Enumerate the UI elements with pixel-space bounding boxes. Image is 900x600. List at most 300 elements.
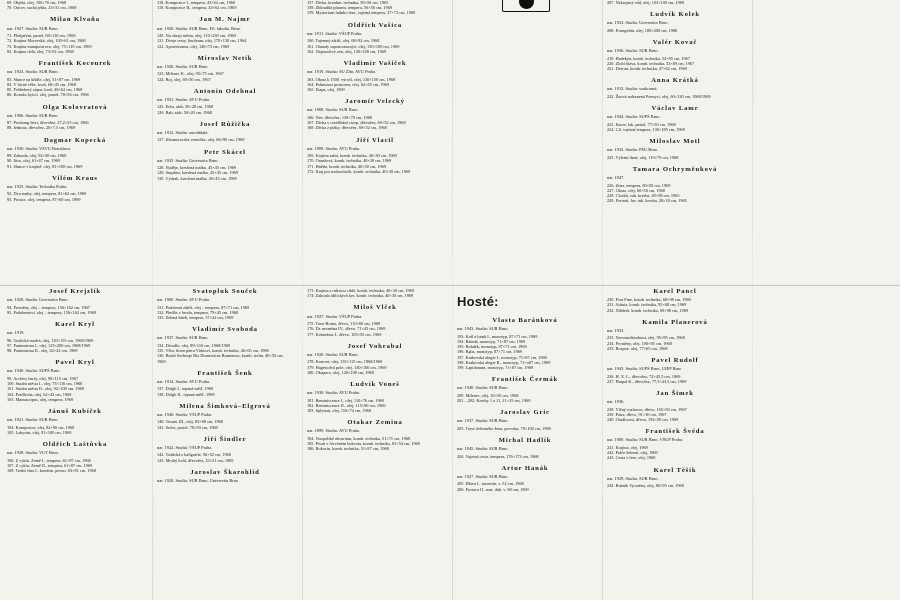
work-item: 234. Proměny, olej, 100×85 cm, 1968 (607, 340, 672, 346)
artist-bio: nar. 1945. Studia: SUR Brno. (457, 446, 509, 452)
artist-name: Miloslav Motl (649, 138, 701, 146)
artist-bio: nar. 1937. Studia: SUR Brno. (157, 335, 209, 341)
artist-name: Karel Kryl (55, 321, 95, 329)
works-list (7, 120, 143, 130)
work-item: 219. Hadekýn, komb. technika, 54×95 cm, 1967 (607, 55, 690, 61)
work-item: 162. Nepraodivý zen, olej, 130×100 cm, 1969 (307, 48, 387, 54)
catalog-entry (307, 137, 443, 175)
artist-bio: nar. 1914. Studia: AVU Praha. (157, 378, 210, 384)
work-item: 131. Podzimní zátiší, olej – tempera, 87×71 cm, 1969 (157, 304, 250, 310)
work-item: 71. Předjaření, pastel, 60×110 cm, 1969 (7, 33, 76, 39)
works-list (7, 191, 143, 201)
work-item: 166. Nee, dřevořez, 130×70 cm, 1968 (307, 114, 373, 120)
artist-name: Petr Skácel (204, 148, 246, 156)
artist-bio: nar. 1908. Studia: SUR Brno. (307, 107, 359, 113)
artist-name: Otakar Zemina (347, 419, 403, 427)
work-item: 177. Kolumbus I., dřevo, 105×55 cm, 1969 (307, 331, 382, 337)
artist-name: Olga Kolovratová (42, 103, 108, 111)
work-item: 160. Tajemný zátiší, olej, 68×92 cm, 1968 (307, 38, 380, 44)
work-item: 178. Koncert, olej, 135×115 cm, 1968/1969 (307, 359, 383, 365)
artist-bio: nar. 1908. Studia: AVU Praha. (307, 145, 360, 151)
artist-bio: nar. 1936. Studia: SUR Brno. (607, 48, 659, 54)
work-item: 183. Splynuti, olej, 116×74 cm, 1968 (307, 408, 371, 414)
catalog-entry (307, 98, 443, 130)
work-item: 92. Dva snahy, olej, tempera, 81×62 cm, 1969 (7, 191, 87, 197)
work-item: 241. Krajina, olej, 1969 (607, 444, 648, 450)
catalog-column-4-lower (450, 288, 600, 498)
artist-bio: nar. 1943. Studia: SUPŠ Brno. (607, 114, 661, 120)
work-item: 204. Vajetná cesta, tempera, 176×173 cm, 1968 (457, 453, 539, 459)
work-item: 173. Krajina s rašistou ciklé, komb. technika, 40×30 cm, 1969 (307, 288, 414, 293)
artist-name: Pavel Kryl (55, 359, 95, 367)
artist-name: Valér Kovač (652, 39, 698, 47)
artist-bio: nar. 1937. Studia: SUR Brno. (457, 418, 509, 424)
works-list (307, 115, 443, 131)
artist-bio: nar. 1936. (607, 399, 625, 405)
work-item: 201. –202. Kresby 1 a 11, 21×15 cm, 1969 (457, 398, 531, 404)
artist-name: František Čermák (491, 376, 559, 384)
work-item: 169. Krajina zahit, komb. technika, 40×30 cm, 1969 (307, 153, 397, 159)
works-list (607, 56, 743, 72)
catalog-entry (607, 105, 743, 132)
work-item: 164. Pohnutost prostoren, olej, 62×45 cm, 1969 (307, 81, 389, 87)
artist-bio: nar. 1922. Studia: VŠUP Praha. (157, 444, 213, 450)
artist-name: Antonín Odehnal (193, 87, 257, 95)
artist-bio: nar. 1912. Studia: autodidakt. (157, 129, 209, 135)
works-list (457, 481, 593, 491)
artist-bio: nar. 1920. Studia: SUR Brno. (157, 63, 209, 69)
artist-name: Václav Lamr (651, 105, 699, 113)
work-item: 103. Manuscripus, olej, tempera, 1969 (7, 396, 74, 402)
work-item: 235. Rozpoe, olej, 77×65 cm, 1968 (607, 345, 668, 351)
work-item: 196. Bąba, monotyp, 87×71 cm, 1969 (457, 349, 523, 355)
works-list (7, 77, 143, 98)
work-item: 105. Labyrint, olej, 81×100 cm, 1969 (7, 429, 72, 435)
artist-bio: nar. 1927. Studia: SUR Brno. (457, 473, 509, 479)
work-item: 242. Práče železní, olej, 1969 (607, 450, 658, 456)
artist-name: František Kocourek (38, 59, 112, 67)
artist-name: Vladimír Vašíček (343, 59, 407, 67)
work-item: 240. Oradlorost, dřevo, 192×50 cm, 1969 (607, 417, 679, 423)
works-list (607, 445, 743, 461)
work-item: 69. Objekt, olej, 100×70 cm, 1968 (7, 0, 67, 5)
works-list (157, 104, 293, 114)
artist-bio: nar. 1920. Studia: SUR Brno, Univerzita Brno. (157, 478, 240, 484)
artist-name: Jánuš Kubíček (48, 408, 102, 416)
catalog-entry (607, 357, 743, 384)
catalog-entry (607, 467, 743, 489)
catalog-entry (7, 60, 143, 98)
catalog-column-3 (300, 0, 450, 210)
artist-name: František Švéda (645, 428, 705, 436)
work-item: 94. Proměny, olej – tempera, 156×162 cm, 1967 (7, 304, 90, 310)
artist-name: Jaromír Velecký (345, 98, 405, 106)
works-list (307, 153, 443, 174)
work-item: 186. Rokosin, komb. technika, 51×87 cm, 1968 (307, 446, 389, 452)
catalog-entry (7, 175, 143, 202)
work-item: 122. Apoteózanou, olej, 140×73 cm, 1969 (157, 43, 230, 49)
works-list (7, 305, 143, 315)
catalog-entry (7, 104, 143, 131)
work-item: 229. Portrait, lav. tuh. kresba, 28×18 cm, 1965 (607, 198, 687, 204)
works-list (607, 374, 743, 384)
artist-bio: nar. 1943. Studia: SUR Brno. (457, 326, 509, 332)
artist-bio: nar. 1940. Studia: VŠUP Praha. (157, 411, 213, 417)
catalog-entry (457, 437, 593, 459)
artist-bio: nar. 1900. Studia: SUR Brno, VŠUP Praha. (607, 437, 683, 443)
artist-bio: nar. 1923. Studia: SUR Brno. (7, 69, 59, 75)
catalog-entry (7, 288, 143, 315)
work-item: 230. Fear Fine, komb. technika, 68×98 cm, 1969 (607, 297, 691, 303)
artist-name: Ludvík Voneš (350, 381, 400, 389)
work-item: 157. Dívka, kombin. technika, 50×50 cm, 1965 (307, 0, 389, 5)
work-item: 158. Zbloudilá planeta, tempera, 56×50 cm, 1969 (307, 5, 392, 11)
work-item: 238. Vlčný rozhovor, dřevo, 165×50 cm, 1967 (607, 406, 687, 412)
work-item: 233. Novoumřímdnost, olej, 95×85 cm, 1968 (607, 335, 685, 341)
works-list (607, 28, 743, 33)
works-list (7, 338, 143, 354)
catalog-column-1 (0, 0, 150, 210)
artist-bio: nar. 1911. Studia: VŠUP Praha. (307, 30, 363, 36)
catalog-entry (607, 77, 743, 99)
work-item: 224. Cil, vajetná tempera, 130×185 cm, 1969 (607, 126, 685, 132)
work-item: 165. Etapa, olej, 1969 (307, 87, 345, 93)
work-item: 132. Předlis v brodu, tempera, 79×45 cm, 1968 (157, 309, 239, 315)
works-list (607, 94, 743, 99)
catalog-entry (307, 304, 443, 336)
work-item: 107. Z cyklu: Země II., tempera, 61×87 cm, 1969 (7, 462, 93, 468)
work-item: 195. Bohdek, monotyp, 87×71 cm, 1969 (457, 344, 527, 350)
work-item: 220. Zlobí hlava, komb. technika, 33×69 cm, 1967 (607, 60, 695, 66)
section-heading-hoste: Hosté: (457, 294, 499, 309)
work-item: 134. Divadlo, olej, 89×116 cm, 1968/1969 (157, 342, 231, 348)
works-list (457, 334, 593, 371)
work-item: 120. Na okraji města, olej, 110×230 cm, 1969 (157, 33, 236, 39)
work-item: 181. Reminiscence I., olej, 110×76 cm, 1969 (307, 397, 385, 403)
catalog-column-4 (450, 0, 600, 210)
works-list (157, 305, 293, 321)
artist-bio: nar. 1928. Studia: VUT Brno. (7, 450, 59, 456)
catalog-entry (7, 321, 143, 353)
work-item: 70. Ostrov, suchá jehla, 23×31 cm, 1968 (7, 5, 77, 11)
works-list (157, 419, 293, 429)
work-item: 86. Kousko kyticí, olej, pastel, 70×56 cm, 1968 (7, 92, 89, 98)
work-item: 126. Bab, sádr, 50×20 cm, 1968 (157, 109, 212, 115)
work-item: 236. H. X. L., dřevořez, 72×45,5 cm, 1969 (607, 373, 681, 379)
catalog-entry (307, 22, 443, 54)
artist-bio: nar. 1900. Studia: AVU Praha. (157, 297, 210, 303)
works-list (607, 407, 743, 423)
artist-bio: nar. 1906. Studia: SUR Brno. (7, 112, 59, 118)
catalog-entry (157, 370, 293, 397)
band-divider (0, 285, 900, 286)
artist-name: Dagmar Kopecká (43, 136, 107, 144)
catalog-entry (607, 390, 743, 422)
works-list (7, 458, 143, 474)
work-item: 170. Oranžová, komb. technika, 40×30 cm, 1969 (307, 158, 392, 164)
catalog-entry (7, 408, 143, 435)
artist-bio: nar. 1932. Studia: PŠU Brno. (607, 147, 659, 153)
work-item: 159. Mysterium ludnho lesu, vajetná tempera, 37×73 cm, 1969 (307, 10, 416, 16)
artist-name: Ludvík Kolek (650, 11, 700, 19)
artist-name: Jan Šimek (656, 390, 694, 398)
work-item: 100. Studni města I., olej, 73×116 cm, 1968 (7, 381, 83, 387)
catalog-column-6-lower (750, 288, 900, 498)
work-item: 88. Jednota, dřevořez, 20×7,5 cm, 1969 (7, 125, 76, 131)
catalog-entry (607, 0, 743, 5)
work-item: 221. Detvan, komb. technika, 47×62 cm, 1969 (607, 66, 687, 72)
work-item: 128. Naděje, kreslená malba, 45×45 cm, 1969 (157, 165, 237, 171)
works-list (457, 426, 593, 431)
work-item: 237. Harpal K., dřevořez, 77,5×43,5 cm, 1969 (607, 378, 687, 384)
work-item: 124. Boj, olej, 80×50 cm, 1967 (157, 76, 211, 82)
work-item: 127. Jihomoravská vesnička, olej, 66×90 cm, 1969 (157, 137, 245, 143)
work-item: 72. Krajina Moravská, olej, 100×61 cm, 1968 (7, 38, 86, 44)
artist-bio: nar. 1933. Studia: Univerzita Brno. (607, 20, 669, 26)
work-item: 184. Naopolské akvarium, komb. technika, 51×71 cm, 1968 (307, 435, 411, 441)
catalog-entry (157, 326, 293, 364)
catalog-entry (157, 469, 293, 484)
work-item: 104. Kompozice, olej, 82×90 cm, 1968 (7, 424, 75, 430)
work-item: 232. Nábřeži, komb. technika, 69×98 cm, 1969 (607, 307, 689, 313)
work-item: 161. Oáundy sapomonozajvi, olej, 130×100 cm, 1969 (307, 43, 400, 49)
works-list (307, 77, 443, 93)
works-list (7, 425, 143, 435)
artist-bio: nar. 1947. (607, 175, 625, 181)
artist-name: Artur Hanák (501, 464, 549, 472)
work-item: 91. Slunce v krajině, olej, 81×100 cm, 1969 (7, 163, 83, 169)
artist-bio: nar. 1933. (607, 327, 625, 333)
artist-name: Karel Pancl (653, 288, 697, 295)
work-item: 182. Reminiscence II., olej, 115×90 cm, 1969 (307, 402, 386, 408)
work-item: 194. Balada, monotyp, 71×87 cm, 1969 (457, 338, 526, 344)
work-item: 136. Brash Aerbeoje Ria Domesticus Brunensru, komb. techn. 40×50 cm, 1969 (157, 353, 284, 364)
works-list (607, 335, 743, 351)
catalog-entry (457, 376, 593, 403)
artist-name: Milena Šimková–Elgrová (179, 402, 271, 410)
works-list (157, 71, 293, 81)
catalog-entry (7, 0, 143, 10)
artist-name: Vladimír Svoboda (192, 326, 258, 334)
artist-bio: nar. 1925. Studia: Technika Praha. (7, 183, 68, 189)
catalog-entry (457, 409, 593, 431)
artist-name: Jiří Šindler (203, 435, 247, 443)
work-item: 231. Adasia, komb. technika, 95×68 cm, 1969 (607, 302, 687, 308)
work-item: 226. Zena, tempera, 80×50 cm, 1969 (607, 182, 671, 188)
catalog-entry (157, 55, 293, 82)
work-item: 243. Cesta v lese, olej, 1968 (607, 455, 656, 461)
upper-band (0, 0, 900, 284)
work-item: 129. Stupňen, kreslená malba, 45×45 cm, 1969 (157, 170, 238, 176)
artist-name: Miroslav Netík (197, 54, 253, 62)
medal-vignette-center (457, 0, 593, 22)
work-item: 168. Dívka z ptáky, dřevořez, 69×52 cm, 1968 (307, 125, 387, 131)
artist-name: Svatopluk Souček (192, 288, 258, 295)
work-item: 135. Věra, litem pártu Vídnoví, komb. technika, 46×65 cm, 1968 (157, 348, 269, 354)
artist-bio: nar. 1912. Studia: soukromá. (607, 86, 658, 92)
medal-frame (502, 0, 550, 12)
artist-bio: nar. 1931. Studia: AVU Praha. (157, 96, 210, 102)
work-item: 244. Rubník Vysotěny, olej, 80×95 cm, 1968 (607, 483, 684, 489)
artist-bio: nar. 1919. (7, 330, 25, 336)
works-list (307, 321, 443, 337)
work-item: 143. Modrý kvůl, dřevořez, 33×21 cm, 1969 (157, 457, 234, 463)
catalog-entry (157, 121, 293, 143)
work-item: 141. Srdce, pastel, 70×50 cm, 1969 (157, 424, 218, 430)
artist-bio: nar. 1940. Studia: SUPŠ Brno. (7, 368, 61, 374)
work-item: 163. Obraz k 1500. výročí, olej, 130×150 cm, 1968 (307, 76, 396, 82)
artist-bio: nar. 1935. Studia: Univerzita Brno. (157, 157, 219, 163)
work-item: 82. Krajina oblá, olej, 73×92 cm, 1968 (7, 48, 74, 54)
work-item: 198. Krakovská alegie II., monotyp, 71×x87 cm, 1969 (457, 359, 551, 365)
work-item: 123. Milenec K., olej, 95×75 cm, 1967 (157, 71, 224, 77)
catalog-entry (607, 319, 743, 351)
artist-name: Anna Krátká (651, 77, 699, 85)
catalog-entry (607, 166, 743, 204)
work-item: 102. Pradlecha, olej, 62×42 cm, 1968 (7, 391, 72, 397)
work-item: 118. Kompozice I., tempera, 43×62 cm, 1960 (157, 0, 236, 5)
artist-name: Oldřich Laštůvka (42, 441, 108, 449)
work-item: 199. Lapidonum, monotyp, 71×87 cm, 1969 (457, 364, 534, 370)
catalog-column-2-lower (150, 288, 300, 498)
works-list (307, 288, 443, 298)
catalog-entry (307, 288, 443, 298)
lower-band (0, 288, 900, 600)
artist-name: Tamara Ochryměuková (632, 166, 718, 173)
artist-name: Kamila Planerová (642, 318, 708, 326)
work-item: 206. Postava II., mat. dub, v. 68 cm, 1969 (457, 486, 529, 492)
work-item: 87. Prodrang štvrt, dřevořez, 27,2×25 cm, 1966 (7, 120, 89, 126)
artist-name: Jaroslav Gric (500, 409, 550, 417)
catalog-entry (457, 317, 593, 370)
work-item: 121. Dvoje cesty, linoleum, olej, 170×130 cm, 1964 (157, 38, 247, 44)
artist-name: Vilém Kraus (52, 174, 98, 182)
artist-name: Jan M. Najmr (199, 16, 251, 24)
artist-name: Karel Těšík (653, 466, 697, 474)
work-item: 185. Písati v červeném bokvatu, komb. technika, 81×54 cm, 1969 (307, 441, 420, 447)
catalog-entry (307, 419, 443, 451)
artist-bio: nar. 1920. Studia: SUR Brno. (307, 351, 359, 357)
catalog-column-5 (600, 0, 750, 210)
works-list (7, 0, 143, 10)
work-item: 106. Z cyklu: Země I., tempera, 61×87 cm, 1968 (7, 457, 91, 463)
artist-name: Oldřich Vašica (347, 21, 403, 29)
work-item: 172. Kraj pro melancholii, komb. technika, 40×30 cm, 1969 (307, 168, 411, 174)
work-item: 179. Hagestolvá pole, olej, 130×100 cm, 1969 (307, 364, 387, 370)
work-item: 98. Panteonima II., olej, 62×42 cm, 1969 (7, 348, 78, 354)
works-list (157, 452, 293, 462)
work-item: 84. V černé věže, kvaš, 60×45 cm, 1968 (7, 81, 76, 87)
works-list (607, 122, 743, 132)
artist-name: Milan Klvaňa (50, 16, 100, 24)
work-item: 222. Žnová naleznená Poenyci, olej, 60×120 cm, 1968/1969 (607, 93, 711, 99)
work-item: 133. Zelená šátek, tempera, 57×42 cm, 1969 (157, 315, 234, 321)
work-item: 95. Podobenství, olej – tempera, 156×162 cm, 1969 (7, 309, 96, 315)
works-list (157, 386, 293, 396)
work-item: 90. Jitro, olej, 61×47 cm, 1969 (7, 158, 60, 164)
work-item: 85. Feldteberý zápar, kvaš, 48×62 cm, 1968 (7, 87, 83, 93)
catalog-entry (607, 39, 743, 71)
work-item: 108. Vodní vlna I., kombin. pevno, 63×81 cm, 1968 (7, 468, 96, 474)
works-list (607, 483, 743, 488)
works-list (157, 33, 293, 49)
work-item: 197. Krakovská alegie I., monotyp, 71×87 cm, 1969 (457, 354, 547, 360)
work-item: 130. Výdrah, kreslená malba, 45×45 cm, 1969 (157, 175, 237, 181)
artist-bio: nar. 1930. Studia: VŠVU Bratislava. (7, 145, 71, 151)
works-list (457, 454, 593, 459)
artist-name: Michal Hadlík (498, 437, 552, 445)
work-item: 200. Milenec, olej, 35×50 cm, 1968 (457, 392, 519, 398)
work-item: 96. Grafická modrá, olej, 120×155 cm, 1968/1969 (7, 337, 94, 343)
works-list (607, 183, 743, 204)
work-item: 223. Euroe, lak. pastel, 77×50 cm, 1968 (607, 121, 676, 127)
catalog-entry (457, 465, 593, 492)
works-list (7, 376, 143, 402)
work-item: 99. Archivy harfy, olej, 90×115 cm, 1967 (7, 375, 78, 381)
work-item: 167. Dívka v rozeříhání cizop, dřevořez, 69×52 cm, 1968 (307, 120, 406, 126)
works-list (307, 0, 443, 16)
work-item: 97. Panteonima I., olej, 125×200 cm, 1968/1969 (7, 342, 91, 348)
catalog-entry (307, 60, 443, 92)
catalog-entry (7, 137, 143, 169)
works-list (157, 0, 293, 10)
artist-name: Josef Vohrabal (347, 342, 403, 350)
work-item: 171. Hnědo, komb. technika, 40×30 cm, 1969 (307, 163, 386, 169)
work-item: 227. Okraz, olej, 60×50 cm, 1968 (607, 187, 665, 193)
work-item: 101. Studni města II., olej, 92×100 cm, 1969 (7, 386, 84, 392)
artist-bio: nar. 1928. Studia: Univerzita Brno. (7, 297, 69, 303)
work-item: 203. Torse železného žena, provoka, 70×100 cm, 1969 (457, 425, 551, 431)
catalog-entry (307, 0, 443, 16)
artist-name: Josef Růžička (199, 120, 251, 128)
work-item: 138. Dolgh II., tepaná měď, 1969 (157, 391, 215, 397)
catalog-entry (157, 16, 293, 48)
catalog-entry (607, 11, 743, 33)
works-list (157, 165, 293, 181)
artist-bio: nar. 1919. Studia: SU Zlín, AVU Praha. (307, 69, 377, 75)
catalog-column-6 (750, 0, 900, 210)
artist-name: František Šenk (197, 369, 253, 377)
work-item: 119. Kompozice II., tempera, 43×62 cm, 1969 (157, 5, 237, 11)
catalog-entry (607, 428, 743, 460)
artist-bio: nar. 1899. Studia: AVU Praha. (307, 428, 360, 434)
work-item: 205. Hlava I., travertin, v. 52 cm, 1968 (457, 481, 524, 487)
catalog-entry (7, 441, 143, 473)
catalog-entry (157, 88, 293, 115)
work-item: 228. Closkh, suh. kresba, 28×58 cm, 1965 (607, 193, 680, 199)
works-list (307, 398, 443, 414)
artist-bio: nar. 1940. Studia: SUR Brno. (457, 385, 509, 391)
catalog-column-5-lower (600, 288, 750, 498)
work-item: 176. Dr. nesměna IV., dřevo, 71×45 cm, 1969 (307, 326, 386, 332)
works-list (307, 359, 443, 375)
medal-disc (519, 0, 534, 9)
catalog-entry (157, 403, 293, 430)
artist-bio: nar. 1929. Studia: SUR Brno. (607, 475, 659, 481)
work-item: 83. Slunce na křídle, olej, 51×87 cm, 1969 (7, 76, 81, 82)
work-item: 207. Nekrojený stůl, olej, 103×100 cm, 1969 (607, 0, 685, 5)
work-item: 142. Vodácká z kaligrafie, 56×52 cm, 1960 (157, 452, 231, 458)
works-list (7, 33, 143, 54)
works-list (457, 393, 593, 403)
artist-name: Jaroslav Škarohlíd (190, 468, 260, 476)
catalog-entry (307, 343, 443, 375)
work-item: 180. Okupace, olej, 120×100 cm, 1969 (307, 369, 374, 375)
works-list (607, 155, 743, 160)
artist-bio: nar. 1943. Studia: SUPŠ Brno, UJEP Brno (607, 366, 682, 372)
work-item: 140. Vesmír III., olej, 83×68 cm, 1968 (157, 419, 223, 425)
work-item: 125. Erba, sádr, 50×28 cm, 1968 (157, 104, 214, 110)
